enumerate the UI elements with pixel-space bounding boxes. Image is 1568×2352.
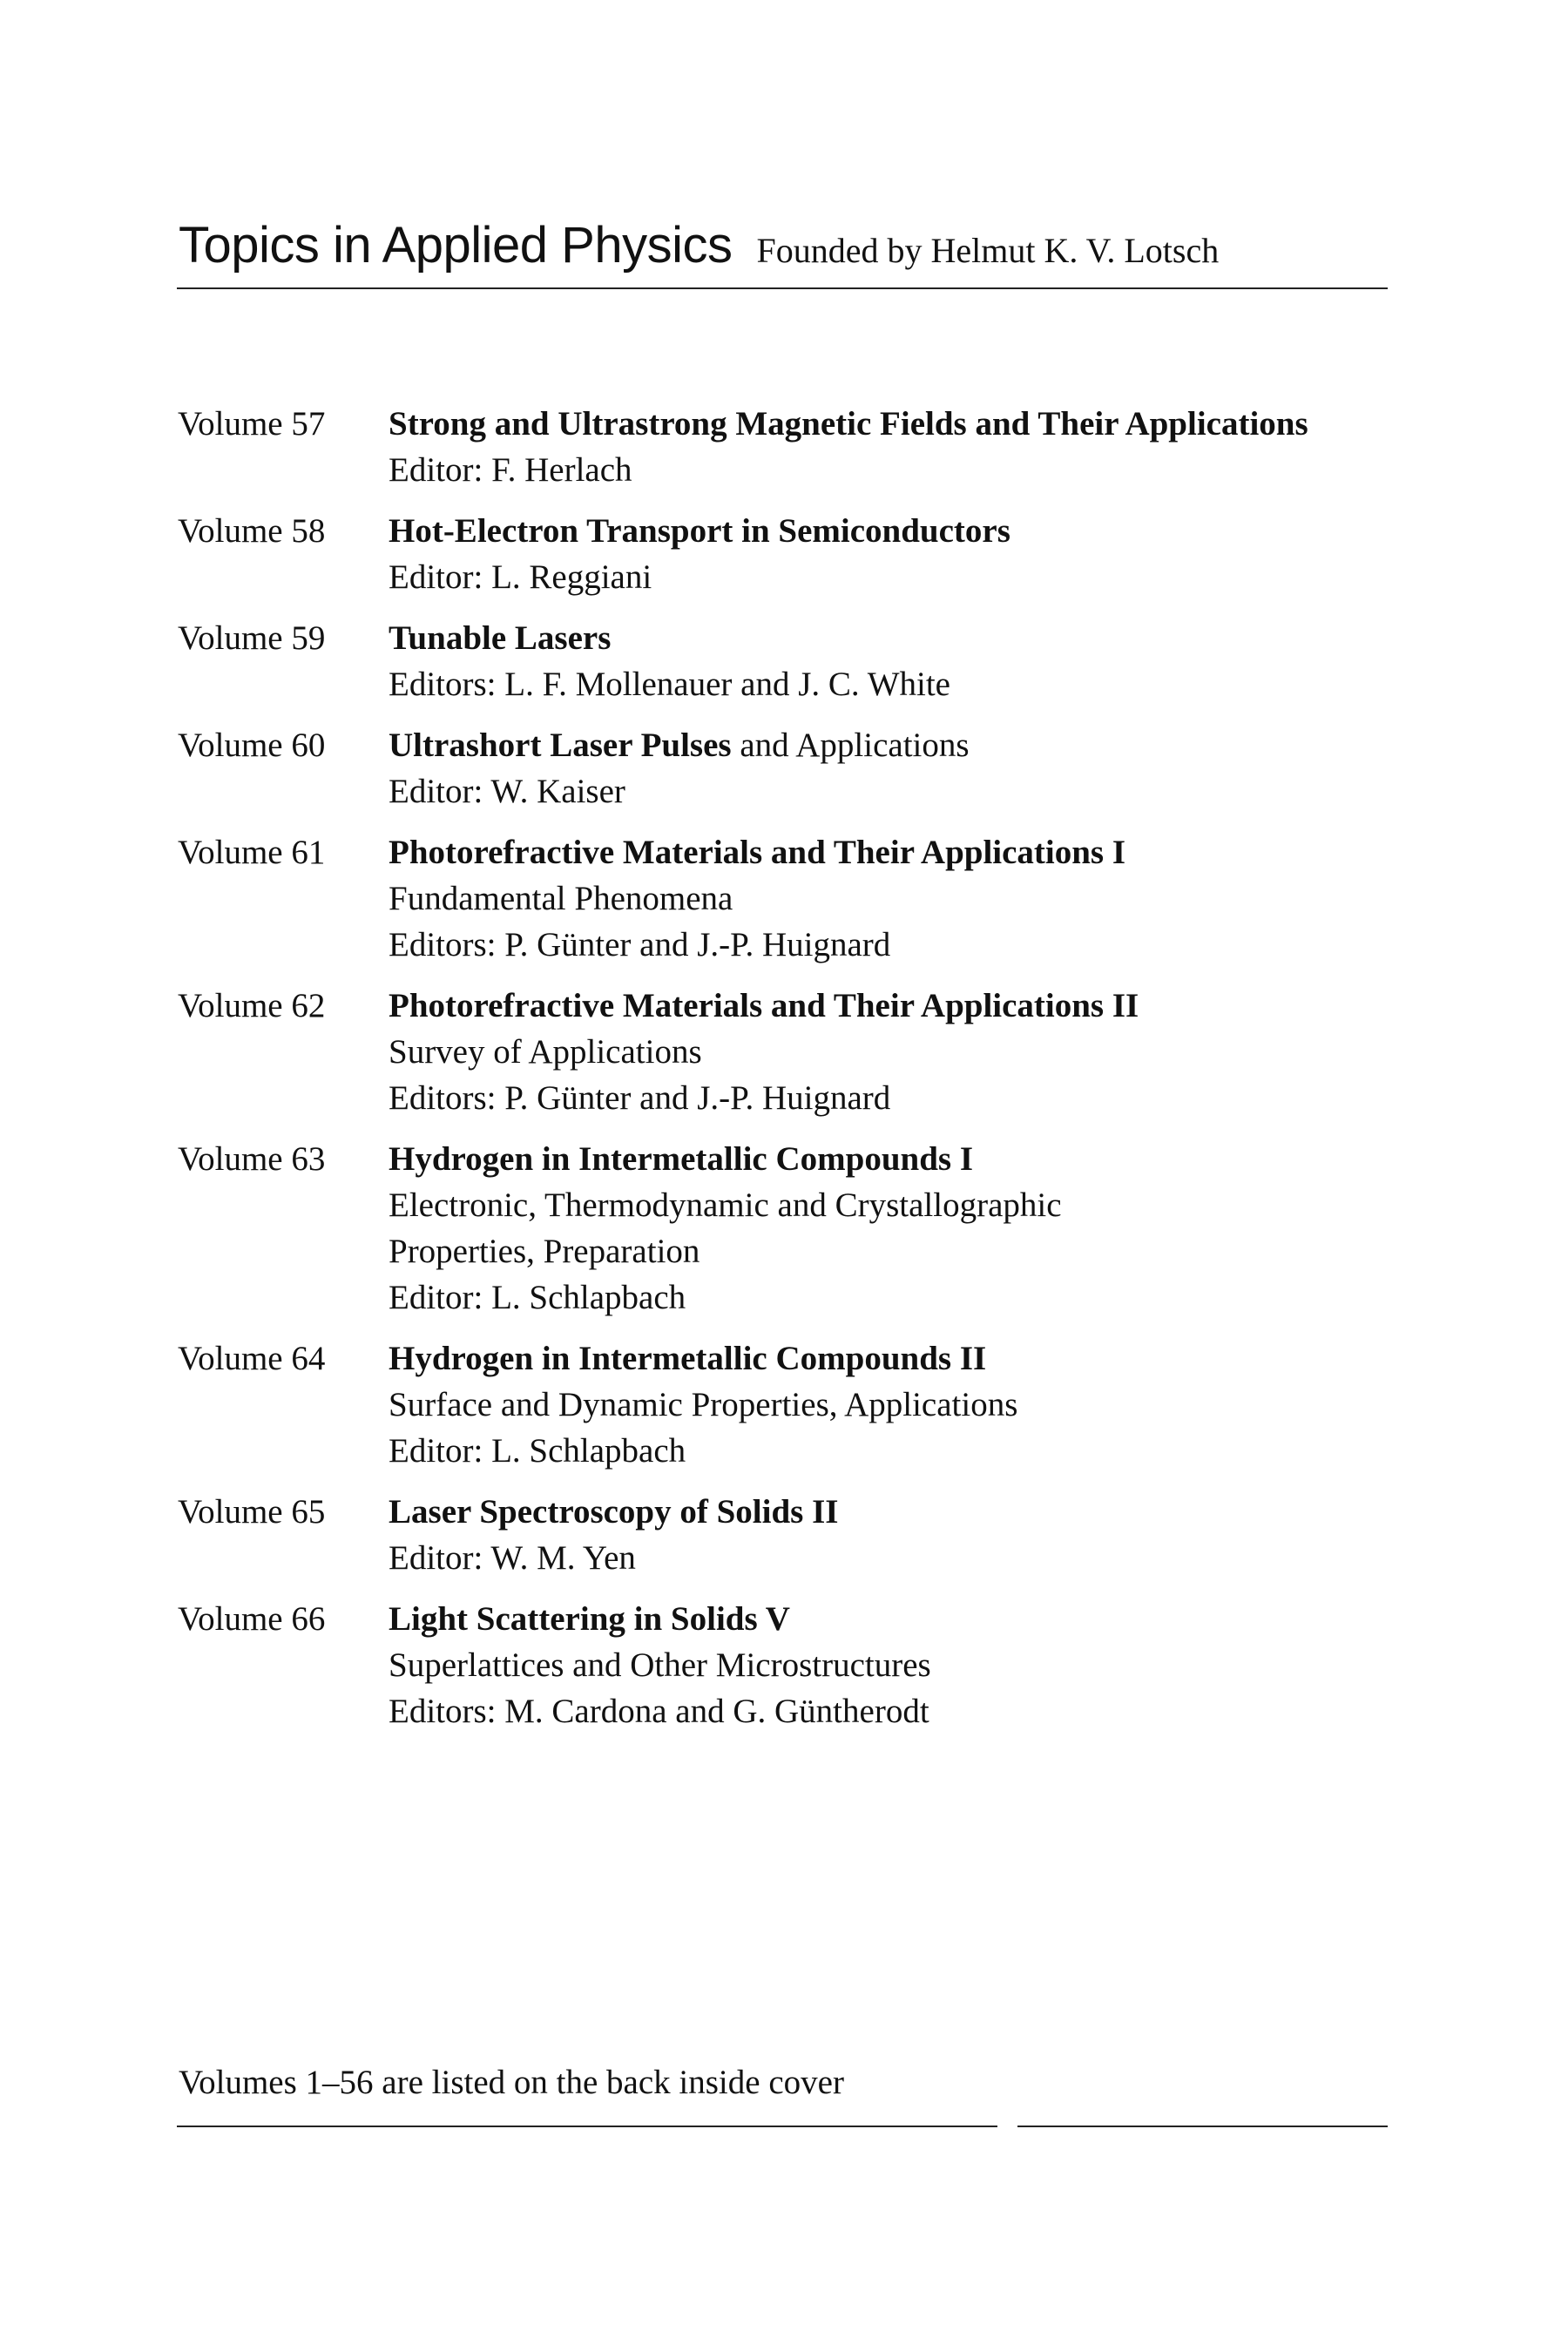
volume-title-bold: Light Scattering in Solids V	[389, 1600, 790, 1638]
volume-details	[389, 1489, 1441, 1581]
volume-number: Volume 65	[178, 1493, 326, 1531]
volume-editors: Editors: P. Günter and J.-P. Huignard	[389, 926, 891, 963]
volume-entry	[178, 401, 1441, 493]
volume-details	[389, 1335, 1441, 1474]
volume-title-bold: Ultrashort Laser Pulses	[389, 727, 732, 764]
volume-entry	[178, 829, 1441, 968]
volume-subtitle: Properties, Preparation	[389, 1233, 700, 1270]
volume-title	[389, 1596, 1441, 1642]
volume-title-bold: Photorefractive Materials and Their Applications I	[389, 834, 1126, 871]
footer-divider-right	[1017, 2126, 1388, 2127]
volume-number: Volume 62	[178, 987, 326, 1024]
footer-note: Volumes 1–56 are listed on the back inside cover	[179, 2064, 844, 2101]
volume-number: Volume 64	[178, 1340, 326, 1377]
volume-entry	[178, 1489, 1441, 1581]
volume-editors: Editors: P. Günter and J.-P. Huignard	[389, 1079, 891, 1117]
volume-details	[389, 615, 1441, 707]
volume-title-bold: Hydrogen in Intermetallic Compounds II	[389, 1340, 987, 1377]
volume-title	[389, 401, 1441, 447]
volume-subtitle: Electronic, Thermodynamic and Crystallographic	[389, 1186, 1062, 1224]
volume-number: Volume 57	[178, 405, 326, 443]
volume-title-bold: Hydrogen in Intermetallic Compounds I	[389, 1140, 973, 1178]
volume-title	[389, 829, 1441, 875]
volume-details	[389, 829, 1441, 968]
series-title: Topics in Applied Physics	[179, 217, 733, 274]
volume-entry	[178, 1136, 1441, 1321]
volume-title	[389, 615, 1441, 661]
volume-editors: Editors: M. Cardona and G. Güntherodt	[389, 1693, 929, 1730]
volume-editors: Editor: W. M. Yen	[389, 1539, 636, 1577]
series-header	[179, 216, 1389, 274]
volume-number: Volume 59	[178, 619, 326, 657]
volume-details	[389, 1596, 1441, 1734]
volume-editors: Editors: L. F. Mollenauer and J. C. White	[389, 666, 950, 703]
volume-title	[389, 983, 1441, 1029]
volume-number: Volume 63	[178, 1140, 326, 1178]
volume-editors: Editor: W. Kaiser	[389, 773, 625, 810]
volume-title-bold: Photorefractive Materials and Their Applications II	[389, 987, 1139, 1024]
volume-entry	[178, 983, 1441, 1121]
volume-title	[389, 1335, 1441, 1382]
volume-number: Volume 60	[178, 727, 326, 764]
volume-editors: Editor: L. Schlapbach	[389, 1432, 686, 1470]
volume-title-bold: Laser Spectroscopy of Solids II	[389, 1493, 839, 1531]
founded-by: Founded by Helmut K. V. Lotsch	[756, 231, 1220, 270]
volume-title-bold: Tunable Lasers	[389, 619, 612, 657]
volume-title	[389, 1136, 1441, 1182]
volume-subtitle: Fundamental Phenomena	[389, 880, 733, 917]
volume-details	[389, 1136, 1441, 1321]
volume-title	[389, 722, 1441, 768]
volume-title-bold: Hot-Electron Transport in Semiconductors	[389, 512, 1010, 550]
volume-details	[389, 722, 1441, 814]
volume-details	[389, 401, 1441, 493]
volume-number: Volume 61	[178, 834, 326, 871]
header-divider	[177, 287, 1388, 289]
volume-list	[178, 401, 1441, 1749]
volume-details	[389, 983, 1441, 1121]
footer-divider-left	[177, 2126, 997, 2127]
volume-subtitle: Survey of Applications	[389, 1033, 702, 1071]
volume-title	[389, 508, 1441, 554]
volume-title-bold: Strong and Ultrastrong Magnetic Fields and Their Applications	[389, 405, 1308, 443]
volume-editors: Editor: L. Reggiani	[389, 558, 652, 596]
volume-title	[389, 1489, 1441, 1535]
volume-editors: Editor: L. Schlapbach	[389, 1279, 686, 1316]
volume-number: Volume 58	[178, 512, 326, 550]
volume-number: Volume 66	[178, 1600, 326, 1638]
volume-entry	[178, 1335, 1441, 1474]
volume-subtitle: Surface and Dynamic Properties, Applications	[389, 1386, 1018, 1423]
volume-entry	[178, 508, 1441, 600]
volume-entry	[178, 1596, 1441, 1734]
volume-editors: Editor: F. Herlach	[389, 451, 632, 489]
volume-details	[389, 508, 1441, 600]
volume-title-rest: and Applications	[731, 727, 970, 764]
volume-subtitle: Superlattices and Other Microstructures	[389, 1646, 931, 1684]
volume-entry	[178, 722, 1441, 814]
volume-entry	[178, 615, 1441, 707]
